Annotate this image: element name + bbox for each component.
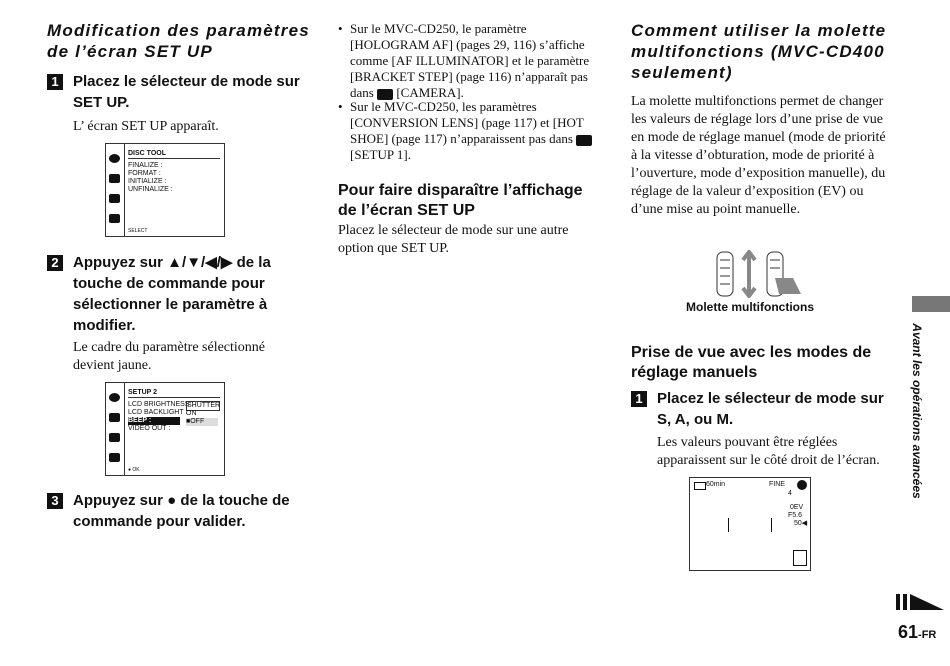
dial-illustration [713, 250, 805, 298]
screen-line: UNFINALIZE : [128, 186, 173, 193]
screen-line-selected: BEEP : [128, 417, 180, 425]
step-number: 3 [47, 493, 63, 509]
screen-option: ON [186, 410, 197, 417]
bullet-text: Sur le MVC-CD250, le paramètre [HOLOGRAM AF] (pages 29, 116) s’affiche comme [AF ILLUMINATOR] et le paramètre [BRACKET STEP] (page 116) n’apparaît pas dans [350, 21, 590, 100]
bullet-item [338, 99, 600, 163]
screen-option: ■OFF [186, 418, 218, 426]
subsection-title: Pour faire disparaître l’affichage de l’écran SET UP [338, 182, 583, 219]
section-title-dial: Comment utiliser la molette multifonctions (MVC-CD400 seulement) [631, 21, 887, 82]
screen-title: SETUP 2 [128, 389, 220, 398]
page-number-value: 61 [898, 622, 919, 642]
setup2-screen [105, 382, 225, 476]
screen-line: INITIALIZE : [128, 178, 167, 185]
bullet-text: [CAMERA]. [396, 85, 464, 100]
step-number: 1 [631, 391, 647, 407]
screen-title: DISC TOOL [128, 150, 220, 159]
step-1 [47, 71, 318, 113]
focus-icon [793, 550, 807, 566]
step-2-desc: Le cadre du paramètre sélectionné devient jaune. [73, 340, 266, 373]
paragraph: Placez le sélecteur de mode sur une autre option que SET UP. [338, 223, 569, 256]
disc-tool-screen [105, 143, 225, 237]
aperture-value: F5.6 [788, 512, 803, 519]
shot-count: 4 [788, 490, 792, 497]
screen-line: LCD BRIGHTNESS : [128, 401, 194, 408]
screen-line: LCD BACKLIGHT : [128, 409, 188, 416]
side-tab-marker [912, 296, 950, 312]
shutter-speed: 50◀ [794, 520, 808, 527]
manual-mode-screen [689, 477, 811, 571]
bullet-text: Sur le MVC-CD250, les paramètres [CONVERSION LENS] (page 117) et [HOT SHOE] (page 117) n’apparaissent pas dans [350, 99, 584, 146]
subsection-title: Prise de vue avec les modes de réglage manuels [631, 344, 872, 381]
page-number-suffix: -FR [918, 629, 937, 641]
step-3 [47, 490, 328, 532]
step-text: Appuyez sur ● de la touche de commande pour valider. [73, 492, 290, 530]
screen-option: SHUTTER [187, 402, 221, 409]
toolbox-icon [576, 135, 592, 146]
screen-footer: SELECT [128, 228, 148, 234]
step-number: 1 [47, 74, 63, 90]
side-label-text: Avant les opérations avancées [910, 322, 924, 499]
step-text: Placez le sélecteur de mode sur S, A, ou M. [657, 390, 884, 428]
battery-remaining: 60min [706, 481, 726, 488]
bullet-text: [SETUP 1]. [350, 147, 411, 162]
screen-line: FINALIZE : [128, 162, 163, 169]
af-frame [728, 518, 772, 532]
section-title-setup: Modification des paramètres de l’écran SET UP [47, 21, 310, 61]
continue-arrow-icon [896, 592, 946, 612]
ev-value: 0EV [790, 504, 804, 511]
camera-icon [377, 89, 393, 100]
screen-line: FORMAT : [128, 170, 161, 177]
step-1-desc: Les valeurs pouvant être réglées apparaissent sur le côté droit de l’écran. [657, 435, 880, 468]
step-number: 2 [47, 255, 63, 271]
side-section-label [904, 318, 930, 503]
dial-caption: Molette multifonctions [686, 300, 814, 314]
quality-label: FINE [769, 481, 785, 488]
screen-line: VIDEO OUT : [128, 425, 171, 432]
step-text: Placez le sélecteur de mode sur SET UP. [73, 73, 300, 111]
paragraph: La molette multifonctions permet de changer les valeurs de réglage lors d’une prise de vue en mode de réglage manuel (mode de priorité à la vitesse d’obturation, mode de priorité à l’ouverture, mode d’exposition manuelle), du réglage de la valeur d’exposition (EV) ou d’une mise au point manuelle. [631, 94, 886, 217]
bullet-item [338, 21, 600, 101]
step-2 [47, 252, 318, 336]
step-1 [631, 388, 897, 430]
page-number [898, 622, 936, 643]
battery-icon [694, 482, 706, 490]
mode-icon [797, 480, 807, 490]
step-1-desc: L’ écran SET UP apparaît. [73, 119, 219, 134]
screen-footer: ● OK [128, 467, 140, 473]
step-text: Appuyez sur ▲/▼/◀/▶ de la touche de commande pour sélectionner le paramètre à modifier. [73, 254, 271, 334]
